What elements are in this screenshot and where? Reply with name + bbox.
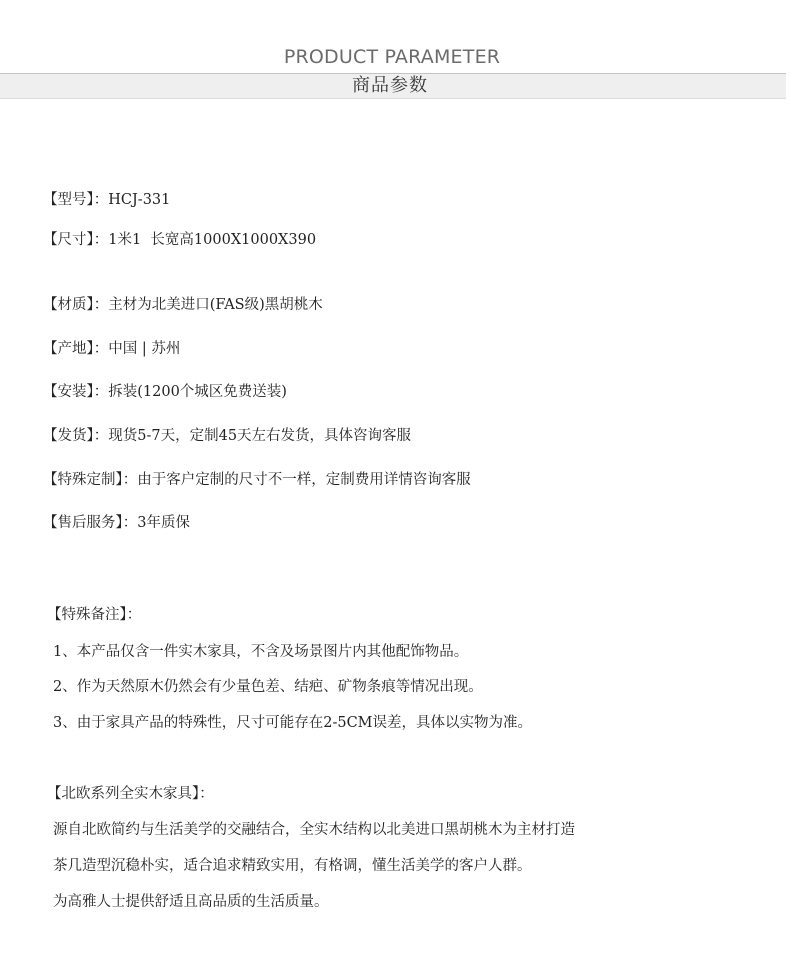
note-item: 2、作为天然原木仍然会有少量色差、结疤、矿物条痕等情况出现。 xyxy=(53,679,483,695)
param-value: HCJ-331 xyxy=(108,192,171,208)
series-line: 源自北欧简约与生活美学的交融结合，全实木结构以北美进口黑胡桃木为主材打造 xyxy=(53,822,575,838)
param-row-custom xyxy=(43,470,471,490)
param-label: 【售后服务】： xyxy=(43,515,138,531)
param-value: 现货5-7天，定制45天左右发货，具体咨询客服 xyxy=(108,428,412,444)
param-label: 【发货】： xyxy=(43,428,109,444)
param-label: 【材质】： xyxy=(43,297,109,313)
param-label: 【特殊定制】： xyxy=(43,472,138,488)
param-label: 【产地】： xyxy=(43,341,109,357)
note-item: 3、由于家具产品的特殊性，尺寸可能存在2-5CM误差，具体以实物为准。 xyxy=(53,715,533,731)
param-row-model xyxy=(43,190,170,210)
series-line: 为高雅人士提供舒适且高品质的生活质量。 xyxy=(53,894,329,910)
param-row-installation xyxy=(43,382,287,402)
param-label: 【型号】： xyxy=(43,192,109,208)
param-value: 3年质保 xyxy=(137,515,190,531)
param-row-origin xyxy=(43,339,180,359)
param-value: 主材为北美进口(FAS级)黑胡桃木 xyxy=(108,297,323,313)
param-value: 由于客户定制的尺寸不一样，定制费用详情咨询客服 xyxy=(137,472,471,488)
param-label: 【尺寸】： xyxy=(43,232,109,248)
param-row-shipping xyxy=(43,426,411,446)
param-row-size xyxy=(43,230,316,250)
param-row-after-sales xyxy=(43,513,190,533)
param-label: 【安装】： xyxy=(43,384,109,400)
series-line: 茶几造型沉稳朴实，适合追求精致实用，有格调，懂生活美学的客户人群。 xyxy=(53,858,532,874)
section-title-english: PRODUCT PARAMETER xyxy=(283,46,501,68)
series-title: 【北欧系列全实木家具】： xyxy=(47,786,214,802)
param-value: 拆装(1200个城区免费送装) xyxy=(108,384,287,400)
section-title-chinese: 商品参数 xyxy=(352,75,428,96)
param-row-material xyxy=(43,295,323,315)
notes-title: 【特殊备注】： xyxy=(47,607,142,623)
param-value: 中国 | 苏州 xyxy=(108,341,181,357)
param-value: 1米1 长宽高1000X1000X390 xyxy=(108,232,317,248)
note-item: 1、本产品仅含一件实木家具，不含及场景图片内其他配饰物品。 xyxy=(53,644,469,660)
